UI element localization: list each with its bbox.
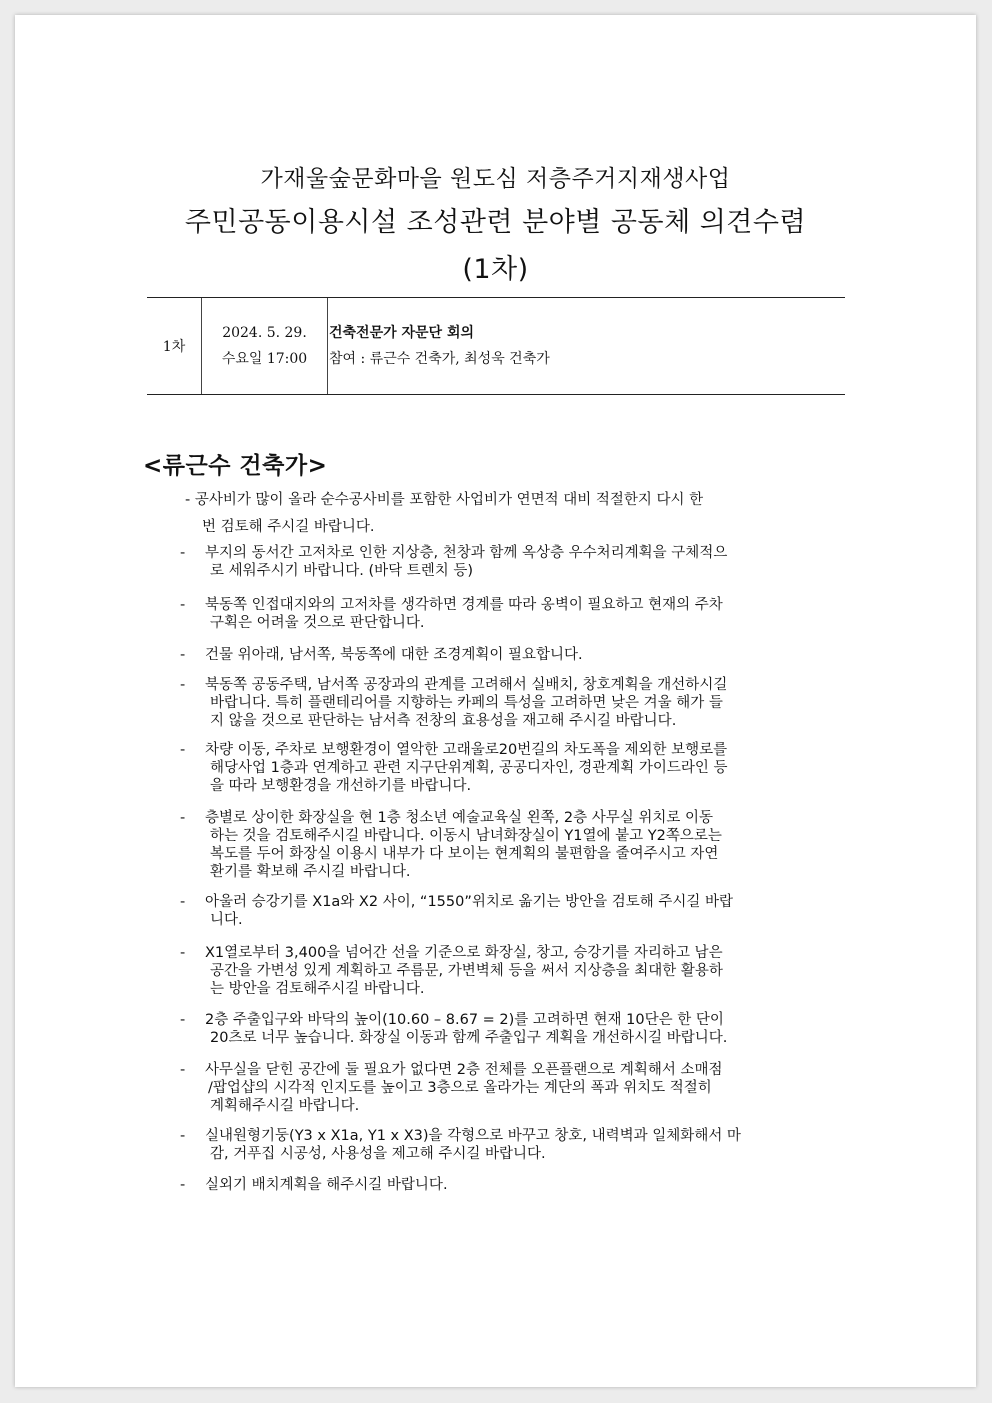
item-line: 번 검토해 주시길 바랍니다.	[202, 519, 375, 535]
list-dash: -	[180, 545, 186, 561]
item-line: 부지의 동서간 고저차로 인한 지상층, 천창과 함께 옥상층 우수처리계획을 구체적으	[205, 545, 728, 561]
title-line-3: (1차)	[462, 254, 529, 285]
list-dash: -	[180, 1177, 186, 1193]
meeting-date: 2024. 5. 29.	[222, 325, 307, 341]
item-line: 북동쪽 인접대지와의 고저차를 생각하면 경계를 따라 옹벽이 필요하고 현재의 주차	[205, 597, 723, 613]
item-line: 복도를 두어 화장실 이용시 내부가 다 보이는 현계획의 불편함을 줄여주시고 자연	[210, 846, 719, 862]
item-line: 아울러 승강기를 X1a와 X2 사이, “1550”위치로 옮기는 방안을 검토해 주시길 바랍	[205, 894, 734, 910]
item-line: 실외기 배치계획을 해주시길 바랍니다.	[205, 1177, 448, 1193]
item-line: 환기를 확보해 주시길 바랍니다.	[210, 864, 411, 880]
meeting-name: 건축전문가 자문단 회의	[329, 325, 474, 341]
item-line: 지 않을 것으로 판단하는 남서측 전창의 효용성을 재고해 주시길 바랍니다.	[210, 713, 677, 729]
document-page	[15, 15, 976, 1387]
item-line: 공간을 가변성 있게 계획하고 주름문, 가변벽체 등을 써서 지상층을 최대한 활용하	[210, 963, 723, 979]
title-line-2: 주민공동이용시설 조성관련 분야별 공동체 의견수렴	[184, 207, 807, 238]
meeting-info-table	[147, 297, 845, 395]
list-dash: -	[180, 742, 186, 758]
item-line: /팝업샵의 시각적 인지도를 높이고 3층으로 올라가는 계단의 폭과 위치도 적절히	[208, 1080, 712, 1096]
meeting-datetime-cell	[201, 298, 328, 394]
item-line: 구획은 어려울 것으로 판단합니다.	[210, 615, 425, 631]
item-line: 층별로 상이한 화장실을 현 1층 청소년 예술교육실 왼쪽, 2층 사무실 위치로 이동	[205, 810, 713, 826]
list-dash: -	[180, 1012, 186, 1028]
item-line: 사무실을 닫힌 공간에 둘 필요가 없다면 2층 전체를 오픈플랜으로 계획해서 소매점	[205, 1062, 723, 1078]
item-line: X1열로부터 3,400을 넘어간 선을 기준으로 화장실, 창고, 승강기를 자리하고 남은	[205, 945, 723, 961]
item-line: 차량 이동, 주차로 보행환경이 열악한 고래울로20번길의 차도폭을 제외한 보행로를	[205, 742, 728, 758]
title-line-1: 가재울숲문화마을 원도심 저층주거지재생사업	[260, 166, 731, 192]
item-line: 바랍니다. 특히 플랜테리어를 지향하는 카페의 특성을 고려하면 낮은 겨울 해가 들	[210, 695, 723, 711]
item-line: 실내원형기둥(Y3 x X1a, Y1 x X3)을 각형으로 바꾸고 창호, 내력벽과 일체화해서 마	[205, 1128, 741, 1144]
item-line: 하는 것을 검토해주시길 바랍니다. 이동시 남녀화장실이 Y1열에 붙고 Y2쪽으로는	[210, 828, 722, 844]
list-dash: -	[180, 597, 186, 613]
list-dash: -	[180, 677, 186, 693]
list-dash: -	[180, 894, 186, 910]
item-line: 감, 거푸집 시공성, 사용성을 제고해 주시길 바랍니다.	[210, 1146, 546, 1162]
meeting-round: 1차	[162, 339, 186, 355]
item-line: 해당사업 1층과 연계하고 관련 지구단위계획, 공공디자인, 경관계획 가이드라인 등	[210, 760, 728, 776]
list-dash: -	[180, 647, 186, 663]
item-line: 을 따라 보행환경을 개선하기를 바랍니다.	[210, 778, 472, 794]
section-heading: <류근수 건축가>	[143, 453, 328, 479]
item-line: 20츠로 너무 높습니다. 화장실 이동과 함께 주출입구 계획을 개선하시길 바랍니다.	[210, 1030, 728, 1046]
item-line: 계획해주시길 바랍니다.	[210, 1098, 360, 1114]
item-line: 는 방안을 검토해주시길 바랍니다.	[210, 981, 425, 997]
meeting-description-cell	[329, 298, 845, 394]
item-line: 2층 주출입구와 바닥의 높이(10.60 – 8.67 = 2)를 고려하면 현재 10단은 한 단이	[205, 1012, 724, 1028]
item-line: 니다.	[210, 912, 243, 928]
item-line: 건물 위아래, 남서쪽, 북동쪽에 대한 조경계획이 필요합니다.	[205, 647, 583, 663]
list-dash: -	[180, 810, 186, 826]
item-line: 북동쪽 공동주택, 남서쪽 공장과의 관계를 고려해서 실배치, 창호계획을 개선하시길	[205, 677, 728, 693]
item-line: - 공사비가 많이 올라 순수공사비를 포함한 사업비가 연면적 대비 적절한지 다시 한	[185, 492, 704, 508]
list-dash: -	[180, 1128, 186, 1144]
meeting-participants: 참여 : 류근수 건축가, 최성욱 건축가	[329, 351, 550, 367]
list-dash: -	[180, 1062, 186, 1078]
list-dash: -	[180, 945, 186, 961]
meeting-time: 수요일 17:00	[221, 351, 308, 367]
item-line: 로 세워주시기 바랍니다. (바닥 트렌치 등)	[210, 563, 474, 579]
